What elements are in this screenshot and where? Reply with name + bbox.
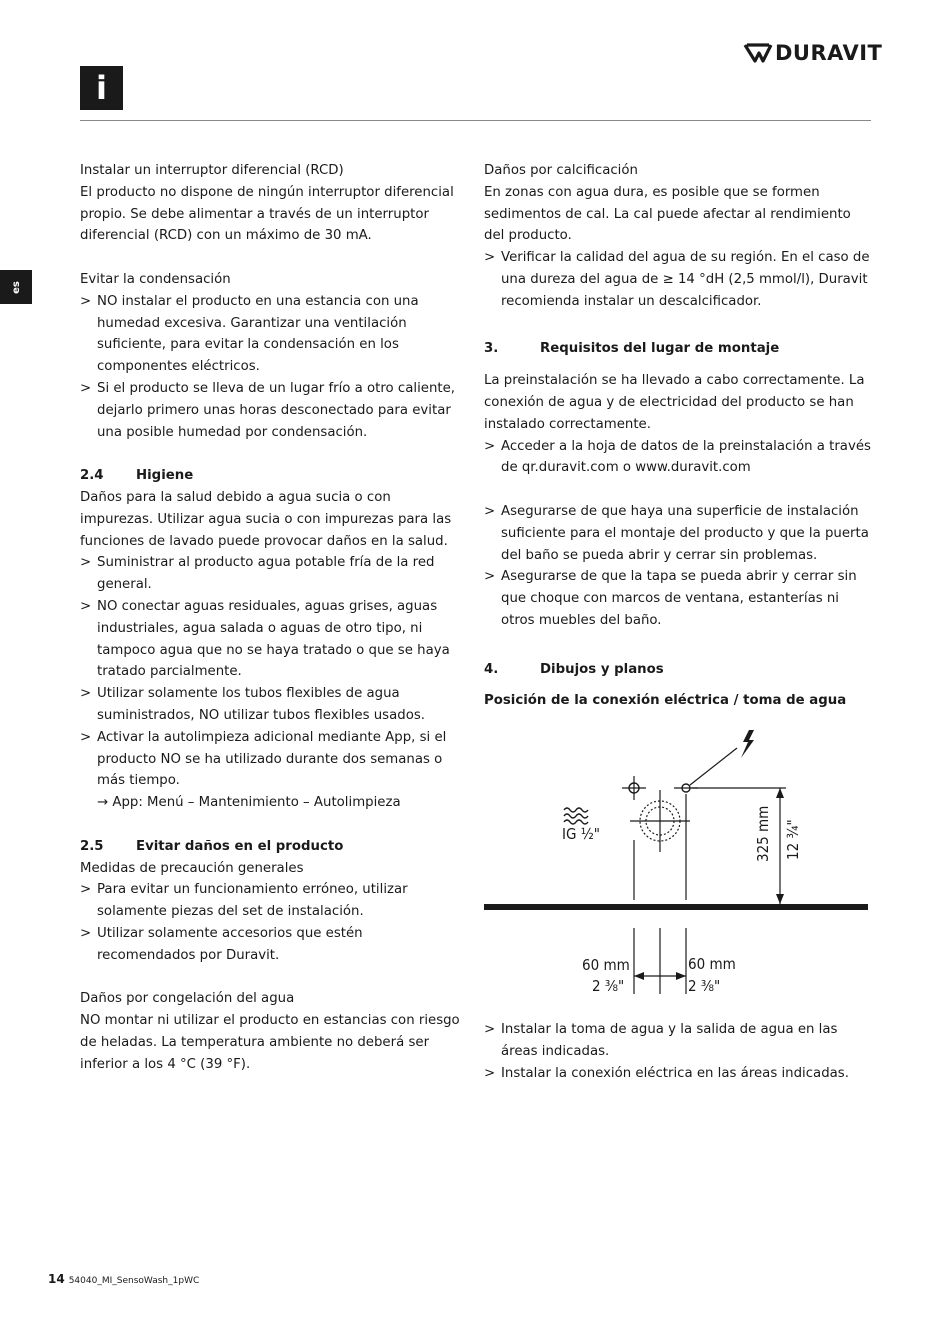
drawing-subtitle: Posición de la conexión eléctrica / toma de agua: [484, 693, 847, 709]
document-code: 54040_MI_SensoWash_1pWC: [68, 1276, 200, 1286]
arrow-icon: [776, 788, 784, 798]
water-connection-marker: [622, 776, 646, 800]
arrow-icon: [634, 972, 644, 980]
section-title: Higiene: [136, 468, 194, 484]
frost-text: NO montar ni utilizar el producto en estancias con riesgo de heladas. La temperatura ambiente no deberá ser inferior a los 4 °C (39 °F).: [80, 1013, 460, 1072]
list-item: > Asegurarse de que la tapa se pueda abrir y cerrar sin que choque con marcos de ventana, estanterías ni otros muebles del baño.: [484, 566, 874, 631]
language-tab: es: [0, 270, 32, 304]
water-waves-icon: [564, 808, 588, 824]
duravit-emblem-icon: [743, 41, 773, 65]
connection-drawing: [484, 728, 870, 1000]
page-footer: [48, 1272, 199, 1286]
left-column: [80, 160, 465, 1075]
calcification-title: Daños por calcificación: [484, 163, 638, 178]
damage-list: [80, 879, 465, 966]
list-item: > NO conectar aguas residuales, aguas grises, aguas industriales, agua salada o aguas de otro tipo, ni tampoco agua que no se haya tratado o que se haya tratado parcialmente.: [80, 596, 465, 683]
arrow-icon: [776, 894, 784, 904]
section-number: 3.: [484, 341, 499, 357]
list-item: > NO instalar el producto en una estancia con una humedad excesiva. Garantizar una ventilación suficiente, para evitar la condensación en los componentes eléctricos.: [80, 291, 465, 378]
section-heading-hygiene: [80, 465, 465, 487]
rcd-title: Instalar un interruptor diferencial (RCD): [80, 163, 344, 178]
rcd-text: El producto no dispone de ningún interruptor diferencial propio. Se debe alimentar a través de un interruptor diferencial (RCD) con un máximo de 30 mA.: [80, 184, 454, 244]
section-number: 4.: [484, 661, 499, 677]
section-title: Dibujos y planos: [540, 661, 664, 677]
hygiene-list: [80, 552, 465, 792]
list-item: > Para evitar un funcionamiento erróneo, utilizar solamente piezas del set de instalación.: [80, 879, 465, 923]
hygiene-text: Daños para la salud debido a agua sucia o con impurezas. Utilizar agua sucia o con impurezas para las funciones de lavado puede provocar daños en la salud.: [80, 489, 452, 549]
section-title: Requisitos del lugar de montaje: [540, 341, 780, 357]
requirements-text: La preinstalación se ha llevado a cabo correctamente. La conexión de agua y de electricidad del producto se han instalado correctamente.: [484, 373, 865, 432]
duravit-logo: [743, 38, 882, 68]
brand-name: DURAVIT: [775, 41, 883, 65]
condensation-list: [80, 291, 465, 444]
section-heading-requirements: [484, 338, 874, 360]
section-number: 2.4: [80, 468, 104, 484]
section-number: 2.5: [80, 838, 104, 854]
list-item: > Instalar la toma de agua y la salida de agua en las áreas indicadas.: [484, 1019, 874, 1063]
left-offset-mm-label: 60 mm: [582, 956, 630, 974]
connection-area-circle: [630, 790, 690, 852]
arrow-icon: [676, 972, 686, 980]
page-number: 14: [48, 1272, 65, 1286]
right-offset-in-label: 2 ⅜": [688, 977, 721, 995]
list-item: > Instalar la conexión eléctrica en las áreas indicadas.: [484, 1063, 874, 1085]
condensation-title: Evitar la condensación: [80, 271, 231, 287]
floor-line: [484, 904, 868, 910]
calcification-text: En zonas con agua dura, es posible que se formen sedimentos de cal. La cal puede afectar al rendimiento del producto.: [484, 184, 851, 244]
section-heading-drawings: [484, 659, 874, 681]
height-in-label: 12 ¾": [784, 819, 802, 860]
final-list: [484, 1019, 874, 1084]
list-item: > Acceder a la hoja de datos de la preinstalación a través de qr.duravit.com o www.duravit.com: [484, 436, 874, 480]
height-mm-label: 325 mm: [754, 805, 772, 862]
left-offset-in-label: 2 ⅜": [592, 977, 625, 995]
diagram-instructions: [484, 1019, 874, 1084]
right-offset-mm-label: 60 mm: [688, 955, 736, 973]
frost-title: Daños por congelación del agua: [80, 991, 295, 1007]
calcification-list: [484, 247, 874, 312]
list-item: > Verificar la calidad del agua de su región. En el caso de una dureza del agua de ≥ 14 °dH (2,5 mmol/l), Duravit recomienda instalar un descalcificador.: [484, 247, 874, 312]
list-item: > Asegurarse de que haya una superficie de instalación suficiente para el montaje del producto y que la puerta del baño se pueda abrir y cerrar sin problemas.: [484, 501, 874, 566]
requirements-list-a: [484, 436, 874, 480]
damage-subtitle: Medidas de precaución generales: [80, 860, 304, 876]
right-column: [484, 160, 874, 712]
requirements-list-b: [484, 501, 874, 632]
list-item: > Utilizar solamente los tubos flexibles de agua suministrados, NO utilizar tubos flexibles usados.: [80, 683, 465, 727]
list-item: > Suministrar al producto agua potable fría de la red general.: [80, 552, 465, 596]
list-item: > Si el producto se lleva de un lugar frío a otro caliente, dejarlo primero unas horas desconectado para evitar una posible humedad por condensación.: [80, 378, 465, 443]
lightning-icon: [741, 730, 754, 758]
section-title: Evitar daños en el producto: [136, 838, 344, 854]
header-divider: [80, 120, 871, 121]
list-item: > Activar la autolimpieza adicional mediante App, si el producto NO se ha utilizado durante dos semanas o más tiempo.: [80, 727, 465, 792]
app-menu-path: → App: Menú – Mantenimiento – Autolimpieza: [97, 795, 401, 811]
water-connection-label: IG ½": [562, 825, 601, 843]
section-heading-damage: [80, 836, 465, 858]
connection-diagram: [484, 728, 870, 1000]
electric-leader-line: [690, 748, 737, 785]
info-icon: i: [80, 66, 123, 110]
list-item: > Utilizar solamente accesorios que estén recomendados por Duravit.: [80, 923, 465, 967]
